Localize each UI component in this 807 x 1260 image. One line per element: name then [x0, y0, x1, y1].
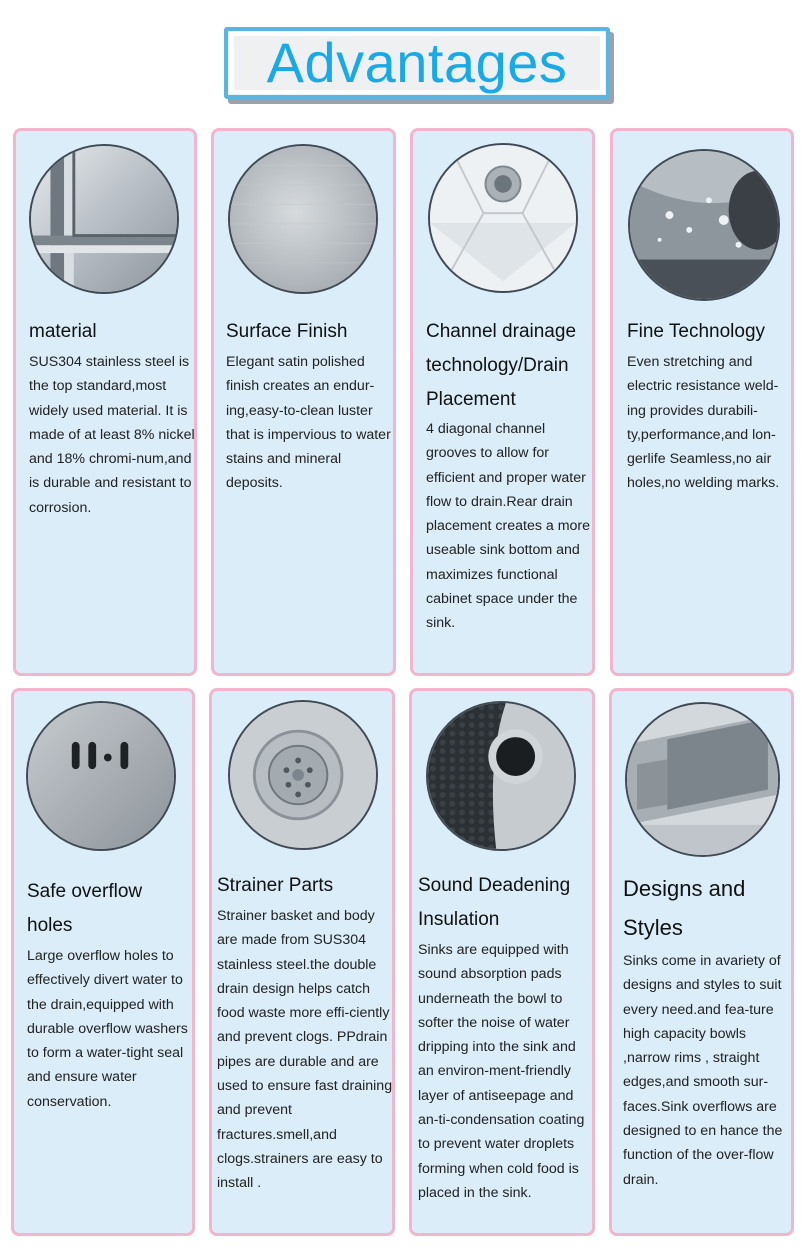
feature-card-surface-finish — [211, 128, 396, 676]
sound-pad-photo-icon — [426, 701, 576, 851]
card-body: Large overflow holes to effectively divert water to the drain,equipped with durable overflow washers to form a water-tight seal and ensure water conservation. — [27, 948, 188, 1110]
feature-card-channel-drainage — [410, 128, 595, 676]
card-title: Strainer Parts — [217, 875, 334, 896]
drain-channel-photo-icon — [428, 143, 578, 293]
feature-card-designs-styles — [609, 688, 794, 1236]
card-title: material — [29, 321, 97, 342]
feature-card-sound-deadening — [409, 688, 595, 1236]
card-body: SUS304 stainless steel is the top standard,most widely used material. It is made of at least 8% nickel and 18% chromi-num,and is durable and resistant to corrosion. — [29, 354, 195, 516]
card-body: 4 diagonal channel grooves to allow for efficient and proper water flow to drain.Rear drain placement creates a more useable sink bottom and maximizes functional cabinet space under the sink. — [426, 421, 591, 632]
title-banner — [224, 27, 610, 99]
water-drops-photo-icon — [628, 149, 780, 301]
feature-card-material — [13, 128, 197, 676]
card-title: Channel drainage technology/Drain Placement — [426, 321, 577, 410]
card-body: Even stretching and electric resistance weld-ing provides durabili-ty,performance,and lon-gerlife Seamless,no air holes,no welding marks. — [627, 354, 780, 492]
card-title: Surface Finish — [226, 321, 348, 342]
card-title: Sound Deadening Insulation — [418, 875, 571, 930]
double-bowl-photo-icon — [625, 702, 780, 857]
feature-card-overflow-holes — [11, 688, 195, 1236]
feature-card-strainer-parts — [209, 688, 395, 1236]
page-title: Advantages — [266, 31, 568, 94]
card-body: Elegant satin polished finish creates an endur-ing,easy-to-clean luster that is impervious to water stains and mineral deposits. — [226, 354, 391, 492]
overflow-holes-photo-icon — [26, 701, 176, 851]
card-title: Fine Technology — [627, 321, 766, 342]
card-body: Sinks come in avariety of designs and styles to suit every need.and fea-ture high capacity bowls ,narrow rims , straight edges,and smooth sur-faces.Sink overflows are designed to en hance the function of the over-flow drain. — [623, 953, 783, 1188]
feature-card-fine-technology — [610, 128, 794, 676]
strainer-photo-icon — [228, 700, 378, 850]
sink-corner-photo-icon — [29, 144, 179, 294]
brushed-steel-photo-icon — [228, 144, 378, 294]
card-body: Strainer basket and body are made from SUS304 stainless steel.the double drain design helps catch food waste more effi-ciently and prevent clogs. PPdrain pipes are durable and are used to ensure fast draining and prevent fractures.smell,and clogs.strainers are easy to install . — [217, 908, 393, 1192]
card-title: Safe overflow holes — [27, 881, 143, 936]
card-body: Sinks are equipped with sound absorption pads underneath the bowl to softer the noise of water dripping into the sink and an environ-ment-friendly layer of antiseepage and an-ti-condensation coating to prevent water droplets forming when cold food is placed in the sink. — [418, 942, 585, 1201]
card-title: Designs and Styles — [623, 876, 746, 940]
